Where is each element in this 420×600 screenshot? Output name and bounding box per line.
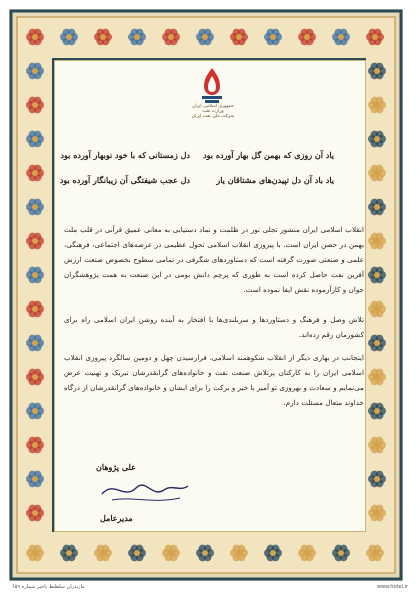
signature-role: مدیرعامل — [100, 513, 133, 523]
body-paragraph-2: تلاش وصل و فرهنگ و دستاوردها و سربلندی‌ها با افتخار به آینده روشن ایران اسلامی راه برای کشورمان رقم زده‌اند. — [64, 315, 364, 339]
footer-right: www.hotel.ir — [376, 584, 408, 590]
verse-right-1: یاد آن روزی که بهمن گل بهار آورده بود — [203, 150, 334, 160]
organization-subtitle — [168, 104, 258, 119]
body-paragraph-1: انقلاب اسلامی ایران منشور تجلی نور در ظلمت و نماد دستیابی به معانی عمیق قرآنی در قلب ملت بهمن در حصن ایران است. با پیروزی انقلاب اسلامی تحول عظیمی در عرصه‌های اجتماعی، فرهنگی، علمی و صنعتی صورت گرفته است که دستاوردهای شگرفی در تمامی سطوح بخصوص صنعت ارزش آفرین نفت حاصل کرده است به طوری که پرچم دانش بومی در این صنعت به همت پژوهشگران جوان و کارآزموده نقش ایفا نموده است. — [64, 225, 364, 294]
verse-left-2: دل عجب شیفتگی آن زیبانگار آورده بود — [59, 175, 190, 185]
verse-left-1: دل زمستانی که با خود نوبهار آورده بود — [60, 150, 190, 160]
org-line-1: جمهوری اسلامی ایران — [192, 104, 234, 109]
body-paragraph-3: اینجانب در بهاری دیگر از انقلاب شکوهمند اسلامی، فرارسیدن چهل و دومین سالگرد پیروزی انقلاب اسلامی ایران را به کارکنان پرتلاش صنعت نفت و خانواده‌های گرانقدرشان تبریک و تهنیت عرض می‌نمایم و سعادت و بهروزی تو آمیز با خیر و برکت را برای ایشان و خانواده‌های گرانقدرشان از درگاه خداوند متعال مسئلت دارم. — [64, 353, 364, 407]
signature-name: علی پژوهان — [96, 462, 136, 472]
org-line-2: وزارت نفت — [202, 109, 224, 114]
org-line-3: شرکت ملی نفت ایران — [191, 114, 235, 119]
verse-right-2: یاد باد آن دل تپیدن‌های مشتاقان یار — [216, 175, 334, 185]
footer-left: مازندران سلطنط تاجیر شماره ۶۵۹ — [12, 584, 85, 590]
signature-scribble — [92, 470, 192, 510]
